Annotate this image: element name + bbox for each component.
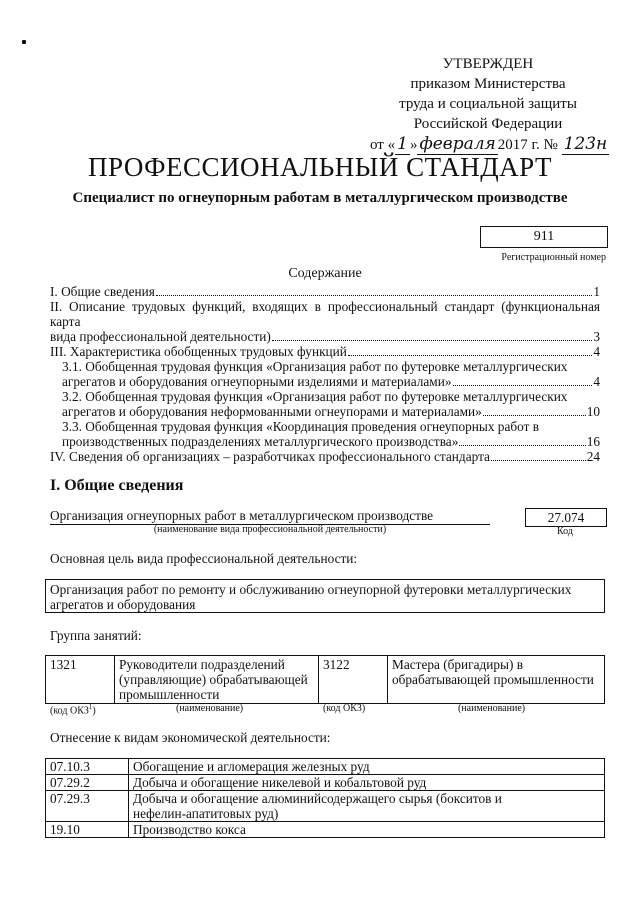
toc-item[interactable] — [50, 434, 600, 449]
economic-activity-table — [45, 758, 605, 838]
toc-page: 1 — [593, 284, 600, 299]
okz-code-cell: 1321 — [46, 656, 115, 704]
order-prefix: от « — [370, 137, 396, 153]
okz-name-cell: Руководители подразделений (управляющие) обрабатывающей промышленности — [115, 656, 319, 704]
toc-item-text[interactable]: 3.1. Обобщенная трудовая функция «Организация работ по футеровке металлургических — [62, 359, 568, 374]
table-row — [46, 759, 605, 775]
note-text: ) — [92, 705, 96, 717]
toc-page: 4 — [593, 374, 600, 389]
activity-code: 27.074 — [525, 508, 607, 527]
toc-item-text: агрегатов и оборудования огнеупорными изделиями и материалами» — [62, 374, 452, 389]
group-label: Группа занятий: — [50, 628, 142, 643]
toc-item-text[interactable]: 3.3. Обобщенная трудовая функция «Координация проведения огнеупорных работ в — [62, 419, 540, 434]
order-month: февраля — [419, 134, 496, 154]
table-row — [46, 775, 605, 791]
okved-name-cell: Производство кокса — [129, 822, 605, 838]
document-subtitle: Специалист по огнеупорным работам в металлургическом производстве — [72, 190, 568, 206]
toc-item-text: вида профессиональной деятельности) — [50, 329, 271, 344]
toc-heading: Содержание — [288, 266, 362, 281]
okz-code-note — [50, 703, 96, 716]
eco-label: Отнесение к видам экономической деятельности: — [50, 730, 331, 745]
okz-code-cell: 3122 — [319, 656, 388, 704]
approval-title: УТВЕРЖДЕН — [442, 56, 534, 72]
order-mid: » — [409, 137, 418, 153]
toc-item[interactable] — [50, 329, 600, 344]
okved-name-cell: Добыча и обогащение алюминийсодержащего сырья (бокситов и нефелин-апатитовых руд) — [129, 791, 605, 822]
registration-number: 911 — [480, 226, 608, 248]
okz-name-cell: Мастера (бригадиры) в обрабатывающей промышленности — [388, 656, 605, 704]
okved-code-cell: 07.29.2 — [46, 775, 129, 791]
okz-code-note: (код ОКЗ) — [323, 703, 366, 714]
toc-page: 24 — [586, 449, 600, 464]
toc-item[interactable] — [50, 404, 600, 419]
approval-block — [368, 54, 608, 155]
table-row — [46, 656, 605, 704]
order-number: 123н — [563, 134, 608, 154]
toc-item[interactable] — [50, 284, 600, 299]
okved-code-cell: 07.29.3 — [46, 791, 129, 822]
code-label: Код — [557, 526, 573, 537]
table-row — [46, 791, 605, 822]
okved-code-cell: 19.10 — [46, 822, 129, 838]
toc-page: 16 — [586, 434, 600, 449]
section-heading: I. Общие сведения — [50, 477, 184, 494]
toc-item[interactable] — [50, 344, 600, 359]
toc-page: 3 — [593, 329, 600, 344]
goal-label: Основная цель вида профессиональной деятельности: — [50, 551, 358, 566]
registration-label: Регистрационный номер — [501, 252, 606, 263]
occupation-table — [45, 655, 605, 704]
note-text: (код ОКЗ — [50, 705, 89, 717]
okved-code-cell: 07.10.3 — [46, 759, 129, 775]
toc-item-text[interactable]: 3.2. Обобщенная трудовая функция «Организация работ по футеровке металлургических — [62, 389, 568, 404]
order-day: 1 — [397, 134, 408, 154]
toc-item-text[interactable]: II. Описание трудовых функций, входящих в профессиональный стандарт (функциональная карта — [50, 299, 600, 329]
table-of-contents — [50, 284, 600, 464]
approval-line: приказом Министерства — [410, 76, 566, 92]
toc-page: 4 — [593, 344, 600, 359]
table-row — [46, 822, 605, 838]
scan-mark — [22, 40, 26, 44]
toc-item[interactable] — [50, 374, 600, 389]
toc-item[interactable] — [50, 449, 600, 464]
toc-item-text: I. Общие сведения — [50, 284, 155, 299]
toc-item-text: III. Характеристика обобщенных трудовых функций — [50, 344, 347, 359]
okved-name-cell: Обогащение и агломерация железных руд — [129, 759, 605, 775]
okved-name-cell: Добыча и обогащение никелевой и кобальтовой руд — [129, 775, 605, 791]
activity-note: (наименование вида профессиональной деятельности) — [153, 524, 387, 535]
toc-item-text: IV. Сведения об организациях – разработчиках профессионального стандарта — [50, 449, 490, 464]
footnote-marker[interactable]: 1 — [88, 703, 93, 711]
toc-page: 10 — [586, 404, 600, 419]
okz-name-note: (наименование) — [176, 703, 244, 714]
toc-item-text: агрегатов и оборудования неформованными огнеупорами и материалами» — [62, 404, 482, 419]
approval-line: труда и социальной защиты — [399, 96, 577, 112]
okz-name-note: (наименование) — [458, 703, 526, 714]
toc-item-text: производственных подразделениях металлургического производства» — [62, 434, 459, 449]
goal-box: Организация работ по ремонту и обслуживанию огнеупорной футеровки металлургических агрегатов и оборудования — [45, 579, 605, 613]
document-title: ПРОФЕССИОНАЛЬНЫЙ СТАНДАРТ — [87, 152, 553, 182]
approval-line: Российской Федерации — [413, 116, 563, 132]
activity-name: Организация огнеупорных работ в металлургическом производстве — [50, 508, 490, 525]
order-year: 2017 г. № — [497, 137, 558, 153]
